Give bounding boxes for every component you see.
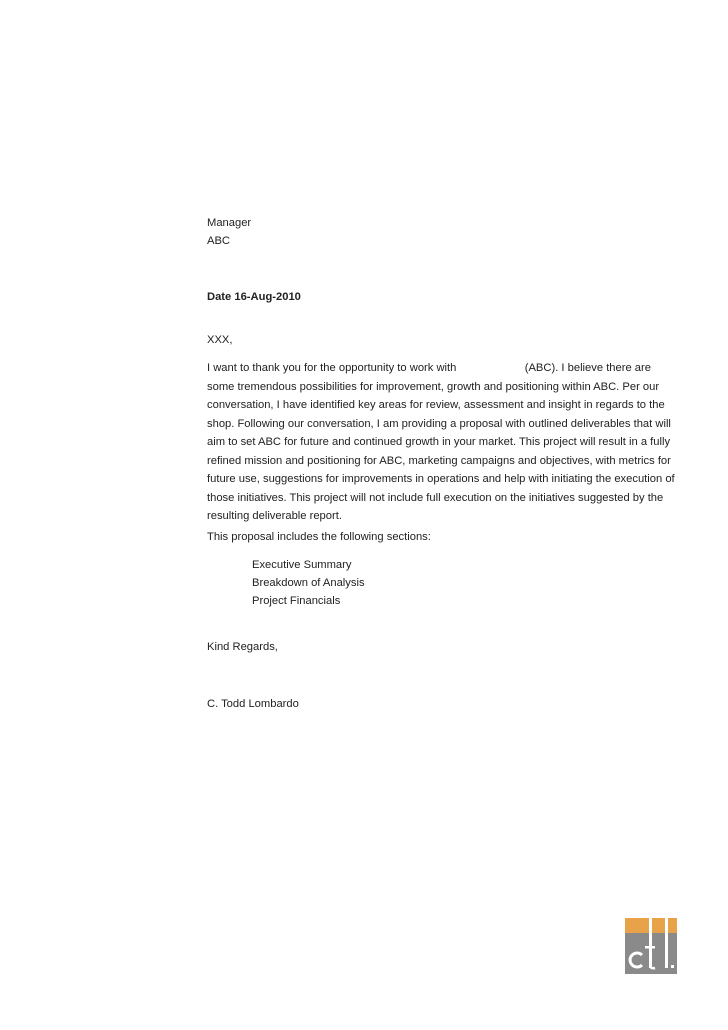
- section-item: Executive Summary: [252, 559, 352, 571]
- signature-name: C. Todd Lombardo: [207, 698, 299, 710]
- body-line: conversation, I have identified key areas for review, assessment and insight in regards to the: [207, 399, 665, 411]
- ctl-logo: [625, 918, 677, 974]
- salutation: XXX,: [207, 334, 233, 346]
- sections-intro: This proposal includes the following sections:: [207, 531, 431, 543]
- section-item: Project Financials: [252, 595, 341, 607]
- recipient-block: [207, 214, 251, 250]
- body-paragraph: [207, 359, 675, 526]
- closing: Kind Regards,: [207, 641, 278, 653]
- body-line: future use, suggestions for improvements in operations and help with initiating the execution of: [207, 473, 675, 485]
- body-line: refined mission and positioning for ABC, marketing campaigns and objectives, with metrics for: [207, 454, 671, 467]
- body-line: those initiatives. This project will not include full execution on the initiatives suggested by the: [207, 491, 664, 504]
- body-line: shop. Following our conversation, I am providing a proposal with outlined deliverables that will: [207, 417, 671, 430]
- body-line: resulting deliverable report.: [207, 510, 342, 522]
- body-line: some tremendous possibilities for improvement, growth and positioning within ABC. Per our: [207, 380, 660, 393]
- recipient-company: ABC: [207, 235, 231, 247]
- sections-list: [252, 556, 365, 610]
- letter-date: Date 16-Aug-2010: [207, 291, 301, 303]
- section-item: Breakdown of Analysis: [252, 577, 365, 589]
- body-line: I want to thank you for the opportunity to work with (ABC). I believe there are: [207, 362, 651, 374]
- recipient-title: Manager: [207, 217, 252, 229]
- body-line: aim to set ABC for future and continued growth in your market. This project will result in a fully: [207, 436, 671, 448]
